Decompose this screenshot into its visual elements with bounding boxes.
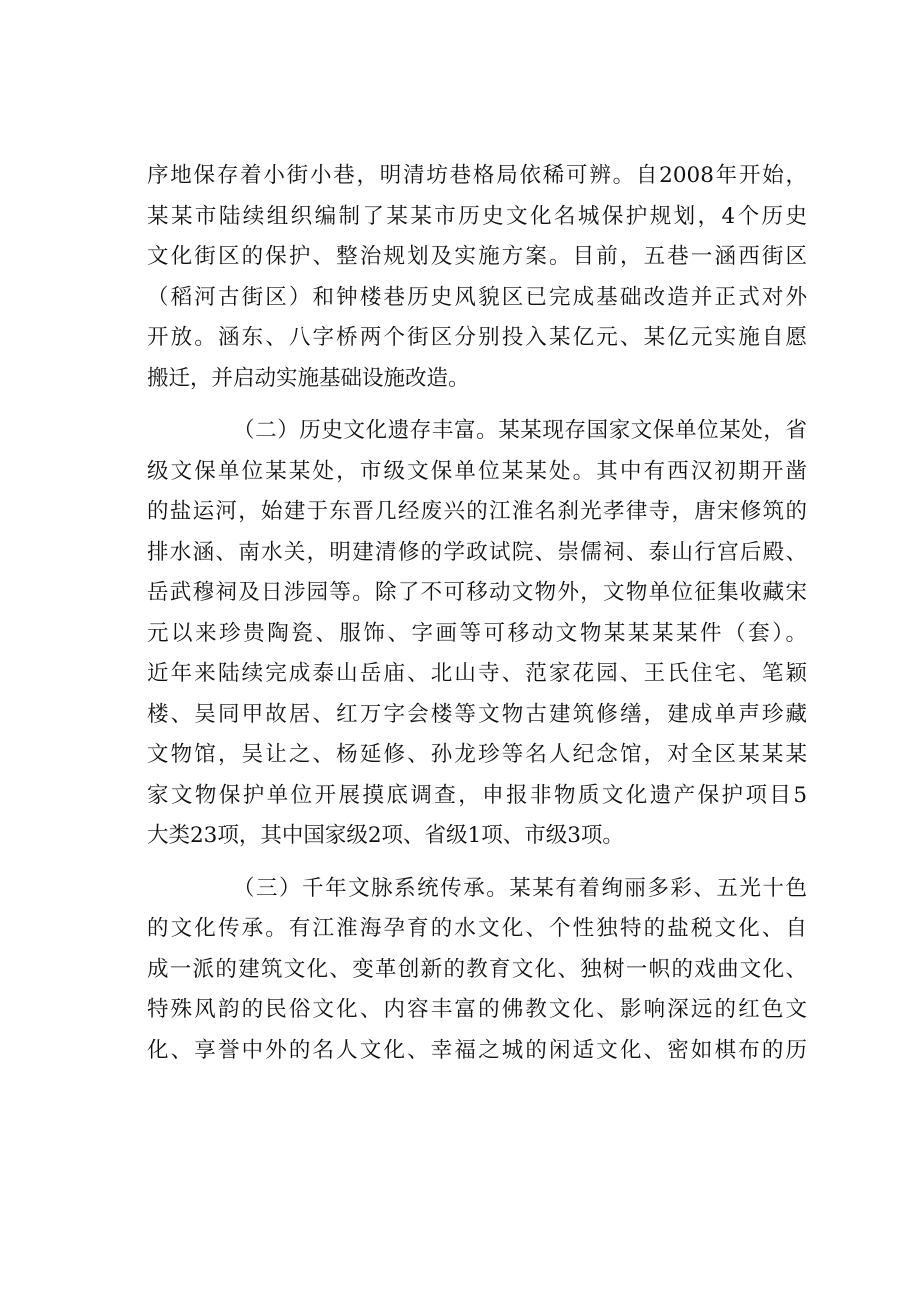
text-line: 特殊风韵的民俗文化、内容丰富的佛教文化、影响深远的红色文 — [147, 997, 807, 1022]
paragraph-heading-line: （三）千年文脉系统传承。某某有着绚丽多彩、五光十色 — [233, 875, 807, 901]
text-line: 大类23项，其中国家级2项、省级1项、市级3项。 — [147, 823, 624, 848]
text-line: 文化街区的保护、整治规划及实施方案。目前，五巷一涵西街区 — [147, 244, 807, 269]
text-line: （稻河古街区）和钟楼巷历史风貌区已完成基础改造并正式对外 — [147, 284, 807, 310]
text-line: 楼、吴同甲故居、红万字会楼等文物古建筑修缮，建成单声珍藏 — [147, 701, 807, 727]
paragraph-heading-line: （二）历史文化遗存丰富。某某现存国家文保单位某处，省 — [233, 418, 807, 443]
text-line: 的盐运河，始建于东晋几经废兴的江淮名刹光孝律寺，唐宋修筑的 — [147, 499, 807, 524]
paragraph-2 — [147, 411, 807, 857]
text-line: 元以来珍贵陶瓷、服饰、字画等可移动文物某某某某件（套）。 — [147, 620, 807, 646]
text-line: 家文物保护单位开展摸底调查，申报非物质文化遗产保护项目5 — [147, 782, 807, 808]
text-line: 排水涵、南水关，明建清修的学政试院、崇儒祠、泰山行宫后殿、 — [147, 539, 807, 565]
paragraph-1 — [147, 156, 807, 399]
text-line: 化、享誉中外的名人文化、幸福之城的闲适文化、密如棋布的历 — [147, 1037, 807, 1063]
text-line: 某某市陆续组织编制了某某市历史文化名城保护规划，4个历史 — [147, 203, 807, 229]
text-line: 的文化传承。有江淮海孕育的水文化、个性独特的盐税文化、自 — [147, 916, 807, 941]
paragraph-3 — [147, 869, 807, 1072]
text-line: 岳武穆祠及日涉园等。除了不可移动文物外，文物单位征集收藏宋 — [147, 580, 807, 605]
text-line: 开放。涵东、八字桥两个街区分别投入某亿元、某亿元实施自愿 — [147, 325, 807, 350]
body-text — [147, 156, 807, 1083]
text-line: 级文保单位某某处，市级文保单位某某处。其中有西汉初期开凿 — [147, 458, 807, 484]
text-line: 搬迁，并启动实施基础设施改造。 — [147, 365, 470, 391]
text-line: 近年来陆续完成泰山岳庙、北山寺、范家花园、王氏住宅、笔颖 — [147, 661, 807, 686]
text-line: 序地保存着小街小巷，明清坊巷格局依稀可辨。自2008年开始， — [147, 163, 807, 188]
text-line: 成一派的建筑文化、变革创新的教育文化、独树一帜的戏曲文化、 — [147, 956, 807, 982]
text-line: 文物馆，吴让之、杨延修、孙龙珍等名人纪念馆，对全区某某某 — [147, 742, 807, 767]
